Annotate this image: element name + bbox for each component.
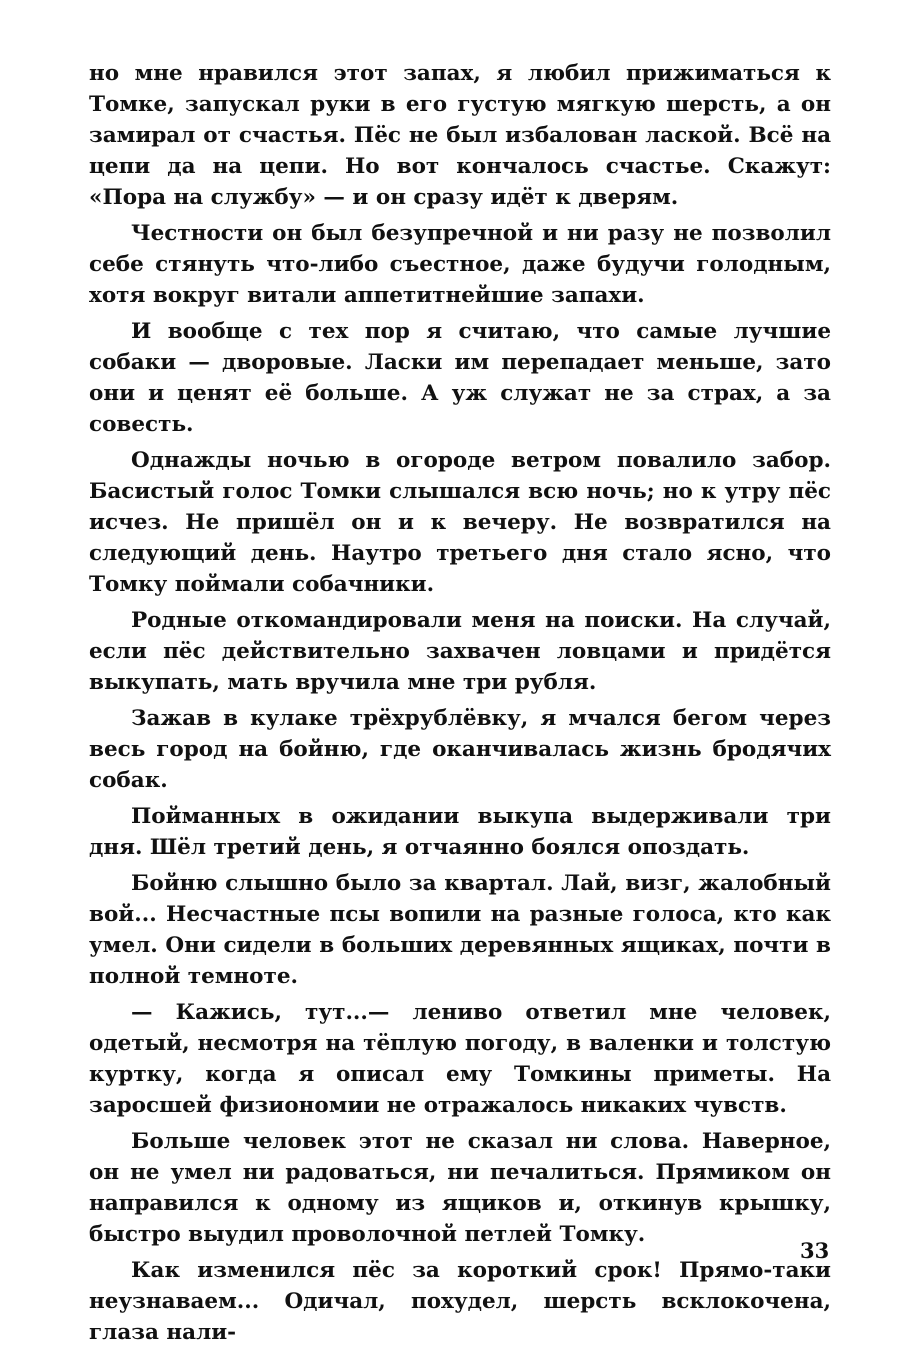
paragraph-5: Родные откомандировали меня на поиски. На случай, если пёс действительно захвачен ловцами и придётся выкупать, мать вручила мне три рубля.	[89, 608, 831, 695]
page-number: 33	[800, 1238, 830, 1263]
paragraph-2: Честности он был безупречной и ни разу не позволил себе стянуть что-либо съестное, даже будучи голодным, хотя вокруг витали аппетитнейшие запахи.	[89, 221, 831, 308]
paragraph-9: — Кажись, тут...— лениво ответил мне человек, одетый, несмотря на тёплую погоду, в валенки и толстую куртку, когда я описал ему Томкины приметы. На заросшей физиономии не отражалось никаких чувств.	[89, 1000, 831, 1118]
paragraph-3: И вообще с тех пор я считаю, что самые лучшие собаки — дворовые. Ласки им перепадает меньше, зато они и ценят её больше. А уж служат не за страх, а за совесть.	[89, 319, 831, 437]
paragraph-1: но мне нравился этот запах, я любил прижиматься к Томке, запускал руки в его густую мягкую шерсть, а он замирал от счастья. Пёс не был избалован лаской. Всё на цепи да на цепи. Но вот кончалось счастье. Скажут: «Пора на службу» — и он сразу идёт к дверям.	[89, 61, 831, 210]
paragraph-4: Однажды ночью в огороде ветром повалило забор. Басистый голос Томки слышался всю ночь; но к утру пёс исчез. Не пришёл он и к вечеру. Не возвратился на следующий день. Наутро третьего дня стало ясно, что Томку поймали собачники.	[89, 448, 831, 597]
paragraph-10: Больше человек этот не сказал ни слова. Наверное, он не умел ни радоваться, ни печалиться. Прямиком он направился к одному из ящиков и, откинув крышку, быстро выудил проволочной петлей Томку.	[89, 1129, 831, 1247]
book-page-text	[89, 58, 831, 1353]
paragraph-11: Как изменился пёс за короткий срок! Прямо-таки неузнаваем... Одичал, похудел, шерсть всклокочена, глаза нали-	[89, 1258, 831, 1345]
paragraph-8: Бойню слышно было за квартал. Лай, визг, жалобный вой... Несчастные псы вопили на разные голоса, кто как умел. Они сидели в больших деревянных ящиках, почти в полной темноте.	[89, 871, 831, 989]
paragraph-6: Зажав в кулаке трёхрублёвку, я мчался бегом через весь город на бойню, где оканчивалась жизнь бродячих собак.	[89, 706, 831, 793]
paragraph-7: Пойманных в ожидании выкупа выдерживали три дня. Шёл третий день, я отчаянно боялся опоздать.	[89, 804, 831, 860]
